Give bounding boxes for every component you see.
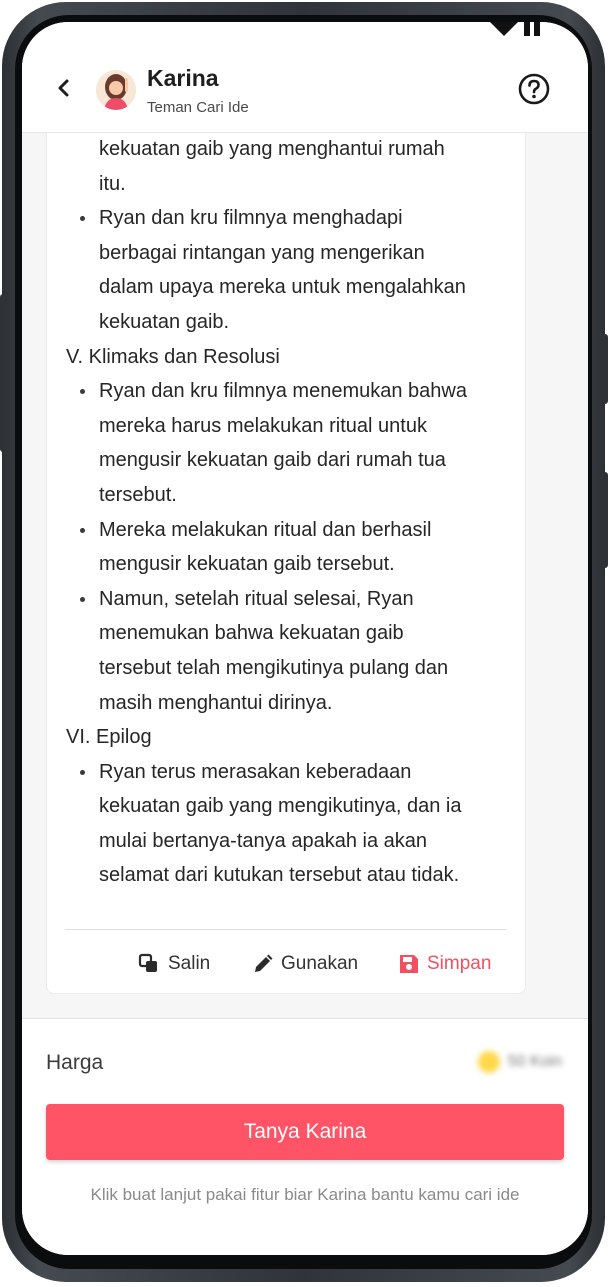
side-button-upper — [602, 334, 608, 404]
signal-icon — [490, 22, 550, 36]
help-icon — [518, 73, 550, 105]
floppy-disk-icon — [399, 954, 419, 974]
text-line: mereka harus melakukan ritual untuk — [99, 414, 427, 437]
coin-icon — [478, 1051, 500, 1073]
section-heading: VI. Epilog — [66, 726, 152, 749]
text-line: mengusir kekuatan gaib tersebut. — [99, 553, 395, 576]
text-line: tersebut telah mengikutinya pulang dan — [99, 656, 449, 679]
bullet-item: Ryan dan kru filmnya menghadapi — [66, 201, 516, 236]
text-line: kekuatan gaib yang mengikutinya, dan ia — [99, 795, 462, 818]
price-value — [478, 1051, 562, 1073]
chat-message-body — [66, 133, 516, 893]
use-label: Gunakan — [281, 953, 359, 974]
contact-name: Karina — [147, 65, 219, 91]
bullet-item: Namun, setelah ritual selesai, Ryan — [66, 582, 516, 617]
text-line: selamat dari kutukan tersebut atau tidak. — [99, 864, 460, 887]
screen — [22, 22, 588, 1255]
copy-label: Salin — [168, 953, 211, 974]
text-line: mulai bertanya-tanya apakah ia akan — [99, 829, 427, 852]
text-line: tersebut. — [99, 483, 177, 506]
volume-button — [0, 294, 6, 452]
status-bar — [490, 22, 550, 38]
hint-text: Klik buat lanjut pakai fitur biar Karina bantu kamu cari ide — [90, 1185, 520, 1204]
bottom-panel — [22, 1018, 588, 1255]
avatar-illustration — [96, 70, 136, 110]
text-line: masih menghantui dirinya. — [99, 691, 333, 714]
chevron-left-icon — [52, 76, 76, 100]
power-button — [602, 472, 608, 568]
help-button[interactable] — [518, 73, 550, 105]
price-label: Harga — [46, 1051, 104, 1074]
text-line: dalam upaya mereka untuk mengalahkan — [99, 276, 466, 299]
bullet-item: Mereka melakukan ritual dan berhasil — [66, 513, 516, 548]
back-button[interactable] — [52, 76, 76, 100]
text-line: berbagai rintangan yang mengerikan — [99, 241, 425, 264]
card-divider — [65, 929, 507, 930]
pencil-icon — [253, 954, 273, 974]
save-button[interactable] — [399, 953, 491, 975]
copy-icon — [138, 953, 160, 975]
chat-message — [47, 133, 525, 893]
bullet-item: Ryan terus merasakan keberadaan — [66, 755, 516, 790]
app-header — [22, 22, 588, 133]
ask-karina-button[interactable]: Tanya Karina — [46, 1104, 564, 1160]
avatar — [96, 70, 136, 110]
bullet-item: Ryan dan kru filmnya menemukan bahwa — [66, 374, 516, 409]
section-heading: V. Klimaks dan Resolusi — [66, 345, 280, 368]
text-line: mengusir kekuatan gaib dari rumah tua — [99, 449, 446, 472]
copy-button[interactable] — [138, 953, 210, 975]
text-line: kekuatan gaib yang menghantui rumah — [99, 138, 445, 160]
save-label: Simpan — [427, 953, 492, 974]
text-line: kekuatan gaib. — [99, 310, 230, 333]
use-button[interactable] — [253, 953, 358, 975]
message-card — [46, 92, 526, 994]
message-actions — [47, 949, 525, 989]
contact-subtitle: Teman Cari Ide — [147, 99, 249, 116]
text-line: menemukan bahwa kekuatan gaib — [99, 622, 404, 645]
text-line: itu. — [99, 172, 126, 195]
price-amount: 50 Koin — [507, 1053, 562, 1070]
